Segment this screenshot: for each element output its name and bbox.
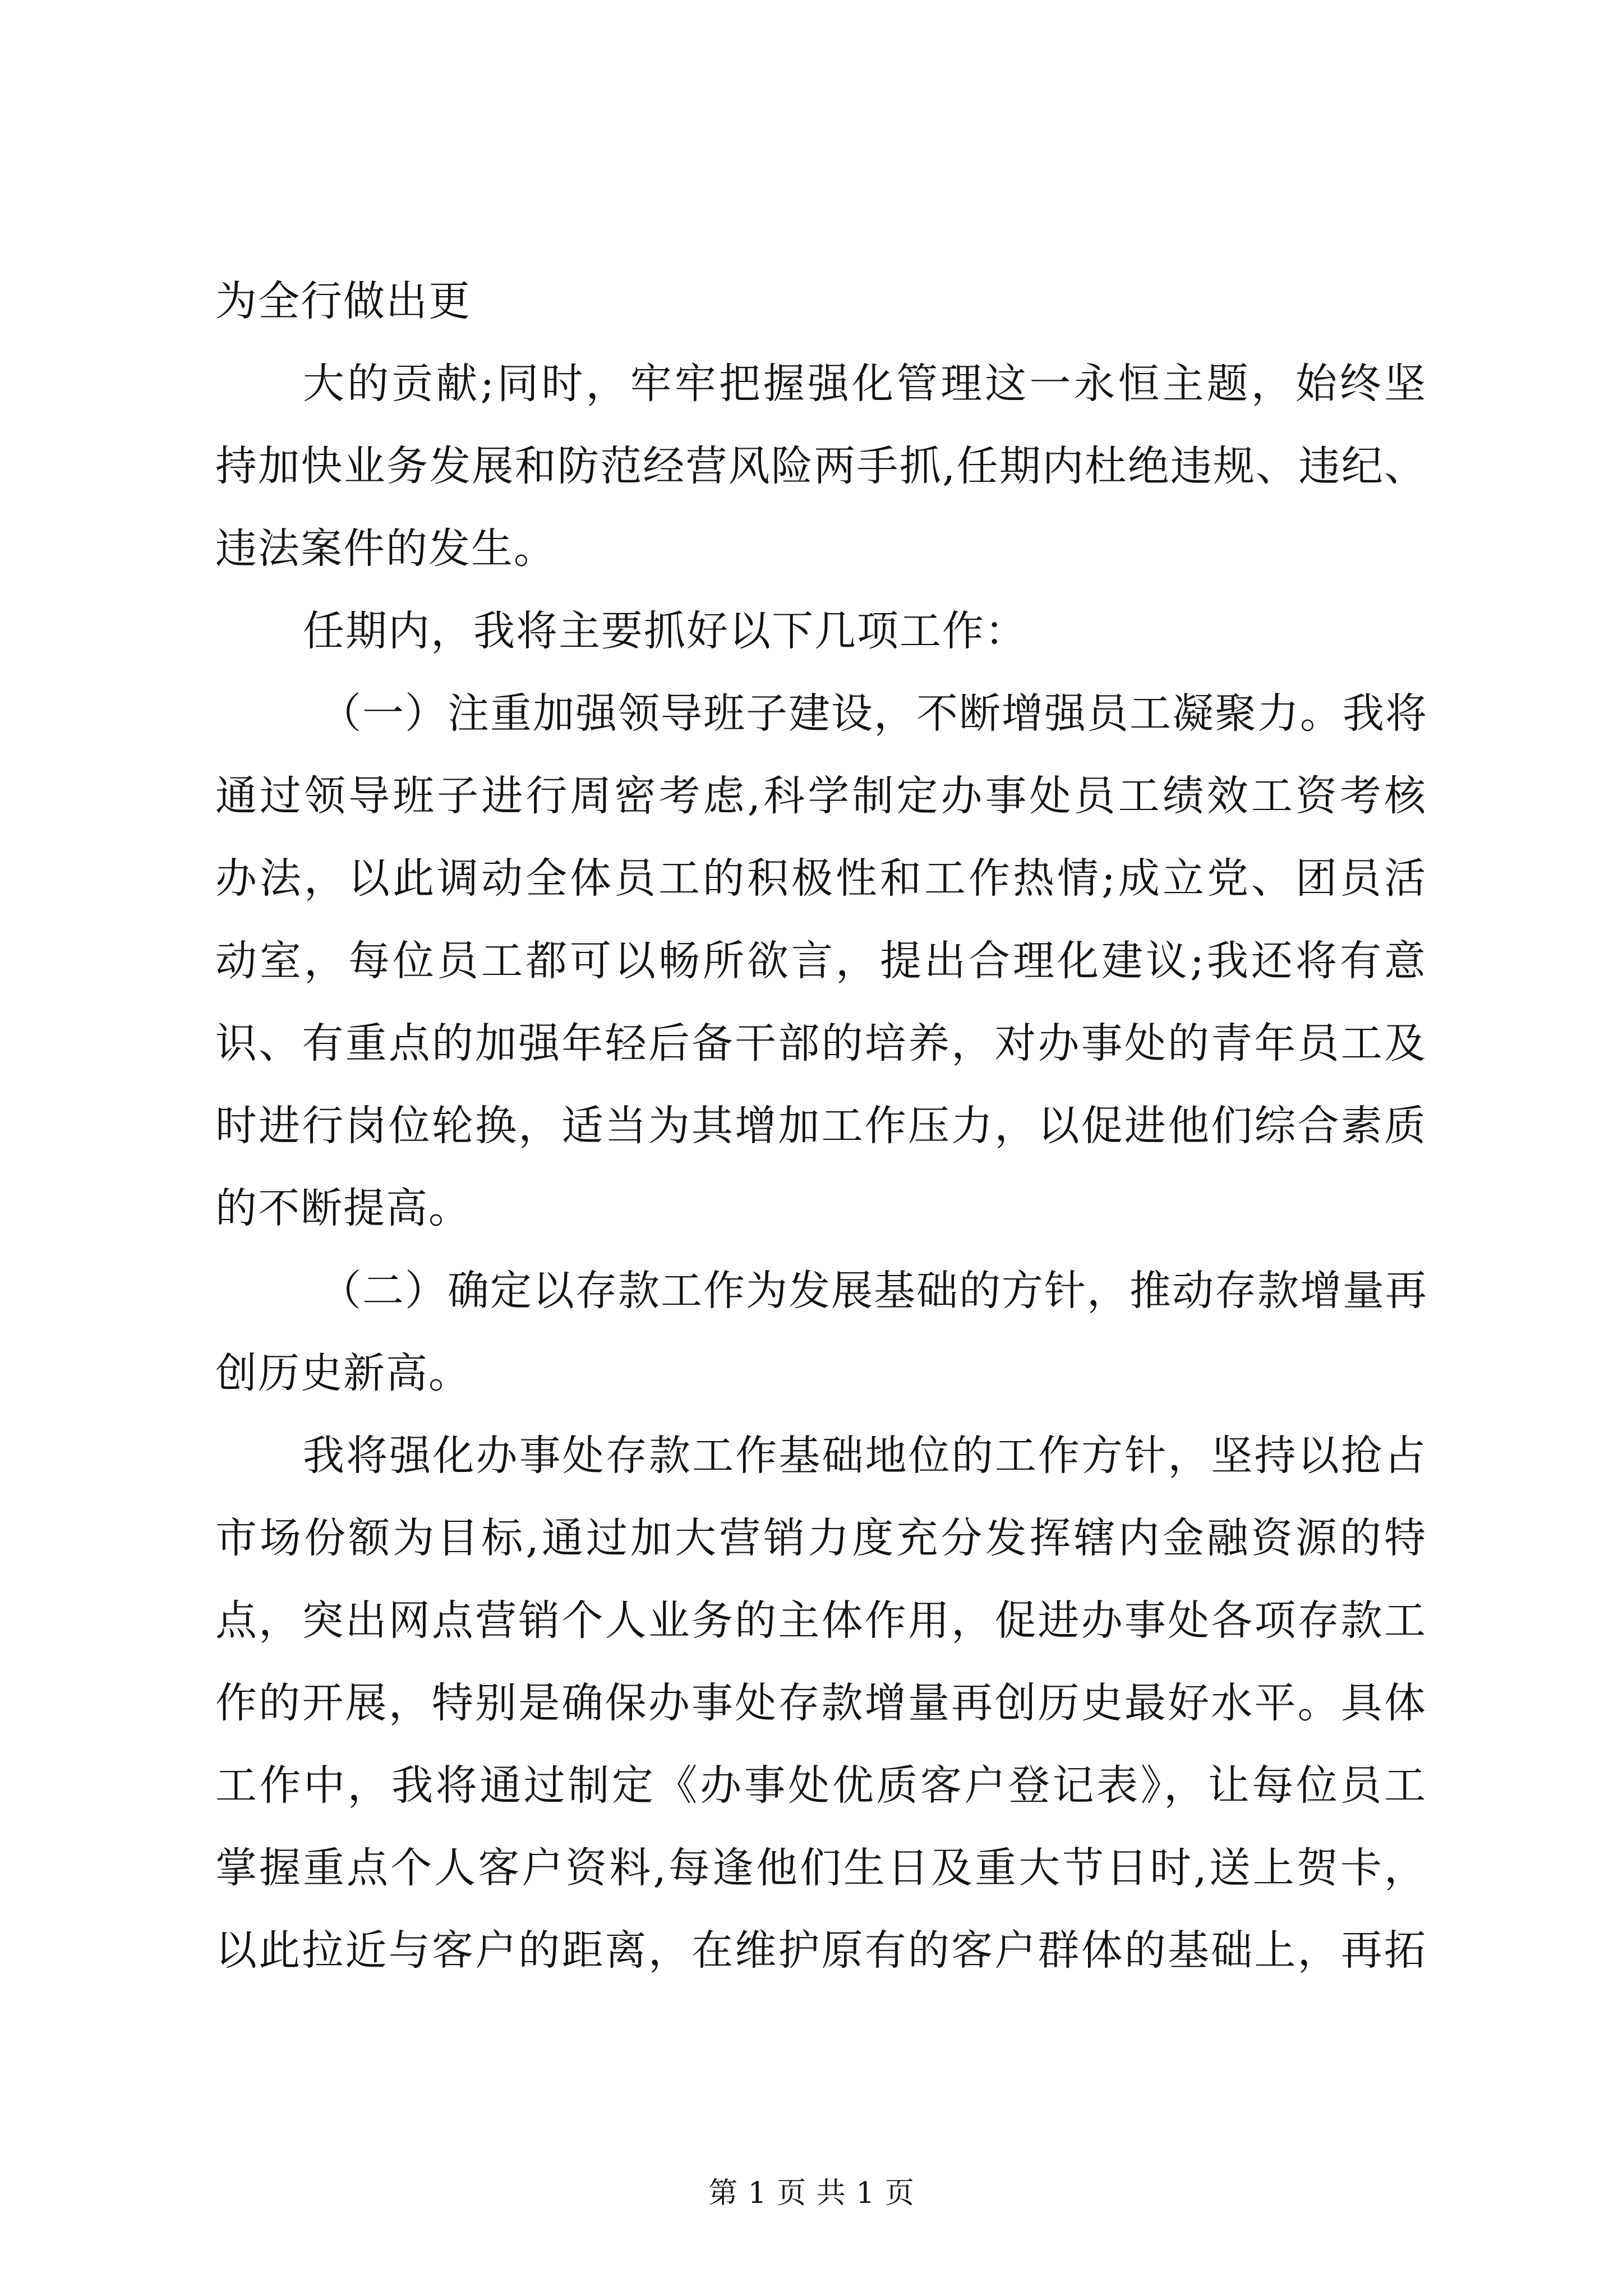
text-line: （二）确定以存款工作为发展基础的方针，推动存款增量再 <box>320 1267 1428 1315</box>
text-line: 掌握重点个人客户资料,每逢他们生日及重大节日时,送上贺卡， <box>215 1844 1427 1892</box>
text-line: 动室，每位员工都可以畅所欲言，提出合理化建议;我还将有意 <box>215 937 1427 985</box>
text-line: 创历史新高。 <box>215 1349 471 1397</box>
text-line: 的不断提高。 <box>215 1184 471 1232</box>
text-line: 点，突出网点营销个人业务的主体作用，促进办事处各项存款工 <box>215 1596 1427 1645</box>
text-line: 为全行做出更 <box>215 277 471 325</box>
page-number-footer: 第 1 页 共 1 页 <box>708 2177 915 2210</box>
text-line: 持加快业务发展和防范经营风险两手抓,任期内杜绝违规、违纪、 <box>215 442 1427 490</box>
text-line: 办法，以此调动全体员工的积极性和工作热情;成立党、团员活 <box>215 854 1427 903</box>
text-line: 时进行岗位轮换，适当为其增加工作压力，以促进他们综合素质 <box>215 1102 1427 1150</box>
text-line: 以此拉近与客户的距离，在维护原有的客户群体的基础上，再拓 <box>215 1926 1427 1975</box>
text-line: 违法案件的发生。 <box>215 524 556 573</box>
text-line: 工作中，我将通过制定《办事处优质客户登记表》，让每位员工 <box>215 1761 1427 1810</box>
text-line: 作的开展，特别是确保办事处存款增量再创历史最好水平。具体 <box>215 1679 1427 1727</box>
text-line: 市场份额为目标,通过加大营销力度充分发挥辖内金融资源的特 <box>215 1514 1427 1562</box>
text-line: 识、有重点的加强年轻后备干部的培养，对办事处的青年员工及 <box>215 1019 1427 1068</box>
text-line: 我将强化办事处存款工作基础地位的工作方针，坚持以抢占 <box>303 1432 1427 1480</box>
text-line: （一）注重加强领导班子建设，不断增强员工凝聚力。我将 <box>320 689 1428 738</box>
text-line: 大的贡献;同时，牢牢把握强化管理这一永恒主题，始终坚 <box>303 360 1427 408</box>
document-body <box>215 277 1428 2012</box>
text-line: 通过领导班子进行周密考虑,科学制定办事处员工绩效工资考核 <box>215 772 1427 820</box>
text-line: 任期内，我将主要抓好以下几项工作： <box>303 607 1027 655</box>
